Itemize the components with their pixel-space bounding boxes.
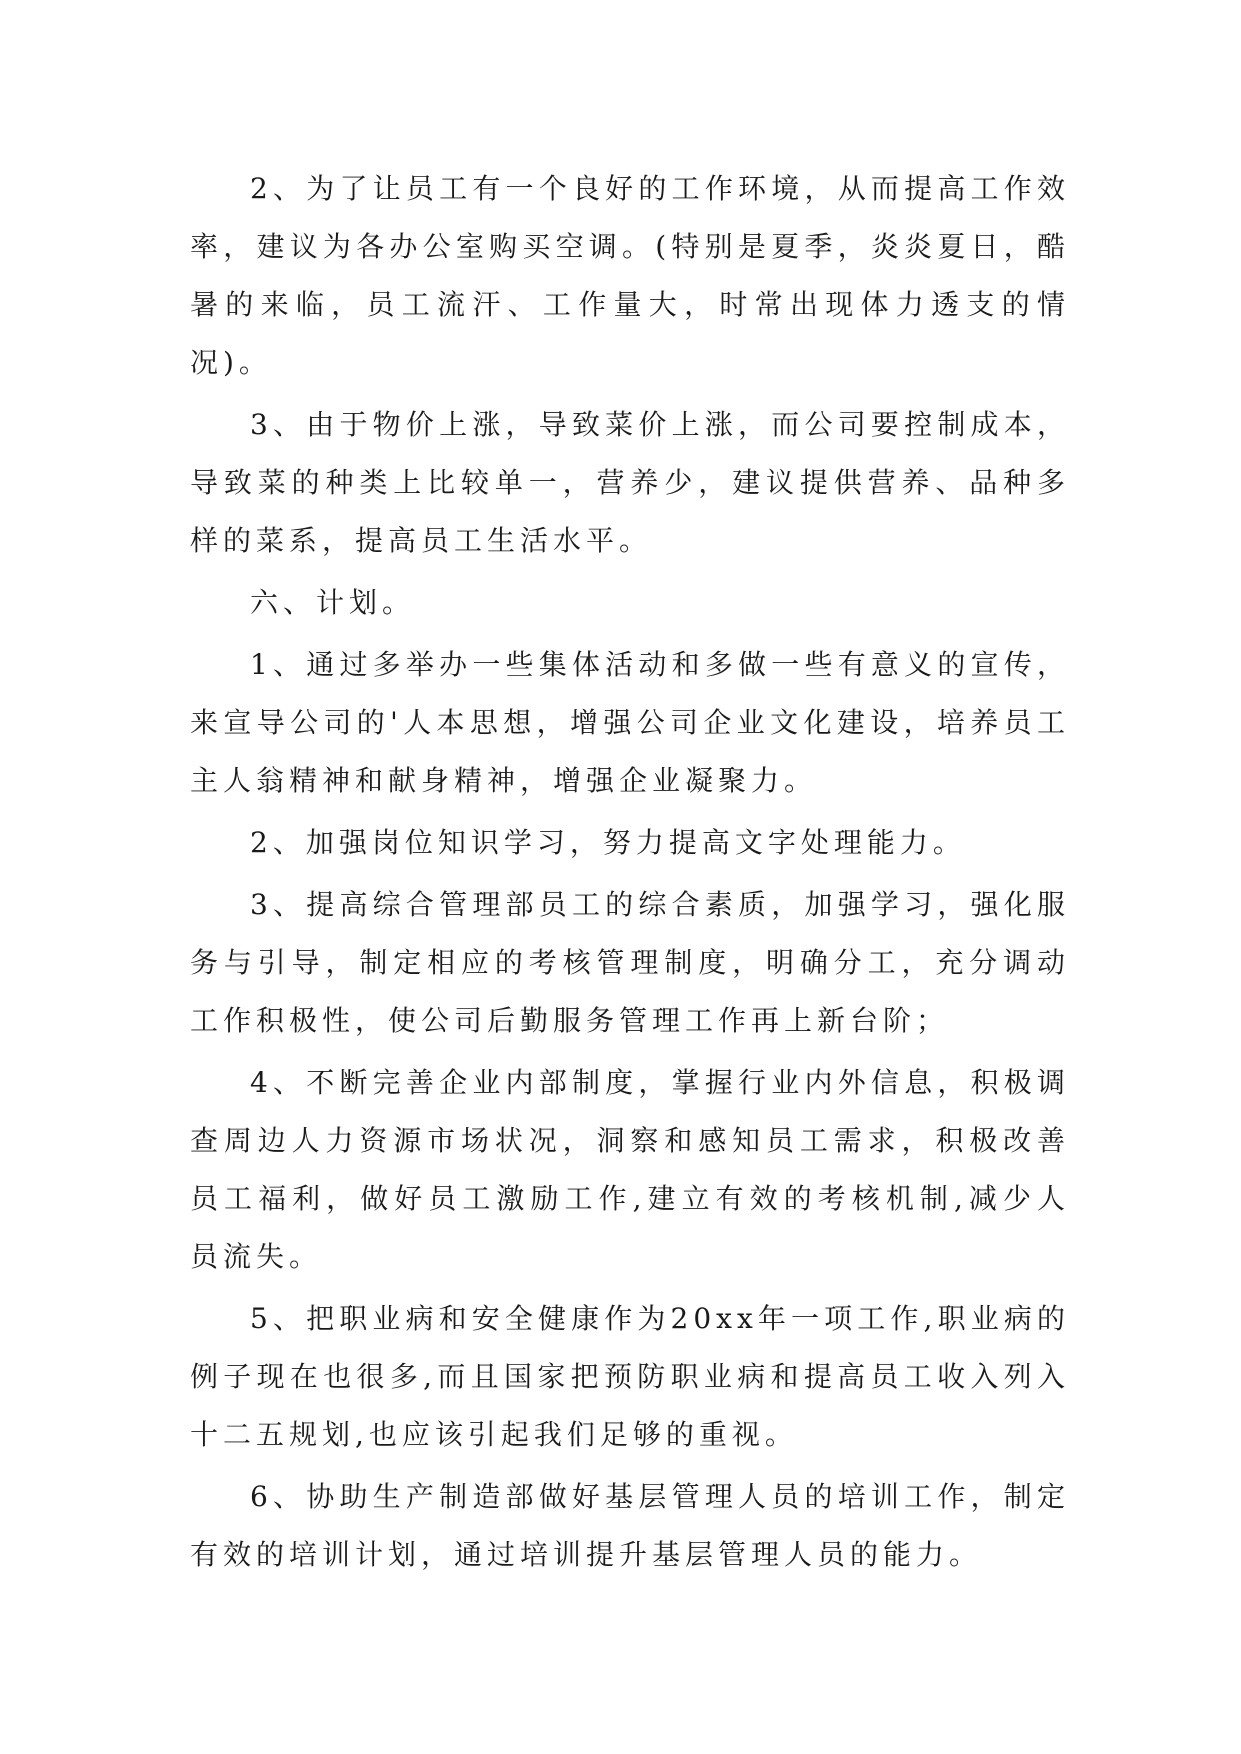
paragraph-plan-3: 3、提高综合管理部员工的综合素质，加强学习，强化服务与引导，制定相应的考核管理制度，明确分工，充分调动工作积极性，使公司后勤服务管理工作再上新台阶；	[190, 888, 1070, 1037]
paragraph-suggestion-meals: 3、由于物价上涨，导致菜价上涨，而公司要控制成本，导致菜的种类上比较单一，营养少，建议提供营养、品种多样的菜系，提高员工生活水平。	[190, 408, 1070, 557]
paragraph-suggestion-air-conditioning: 2、为了让员工有一个良好的工作环境，从而提高工作效率，建议为各办公室购买空调。(特别是夏季，炎炎夏日，酷暑的来临，员工流汗、工作量大，时常出现体力透支的情况)。	[190, 172, 1070, 379]
section-heading-plan: 六、计划。	[250, 586, 416, 619]
paragraph-plan-1: 1、通过多举办一些集体活动和多做一些有意义的宣传，来宣导公司的'人本思想，增强公司企业文化建设，培养员工主人翁精神和献身精神，增强企业凝聚力。	[190, 648, 1070, 797]
paragraph-plan-5: 5、把职业病和安全健康作为20xx年一项工作,职业病的例子现在也很多,而且国家把预防职业病和提高员工收入列入十二五规划,也应该引起我们足够的重视。	[190, 1302, 1070, 1451]
paragraph-plan-6: 6、协助生产制造部做好基层管理人员的培训工作，制定有效的培训计划，通过培训提升基层管理人员的能力。	[190, 1480, 1070, 1571]
paragraph-plan-2: 2、加强岗位知识学习，努力提高文字处理能力。	[250, 826, 966, 859]
paragraph-plan-4: 4、不断完善企业内部制度，掌握行业内外信息，积极调查周边人力资源市场状况，洞察和感知员工需求，积极改善员工福利，做好员工激励工作,建立有效的考核机制,减少人员流失。	[190, 1066, 1070, 1273]
document-body	[190, 160, 1070, 1588]
